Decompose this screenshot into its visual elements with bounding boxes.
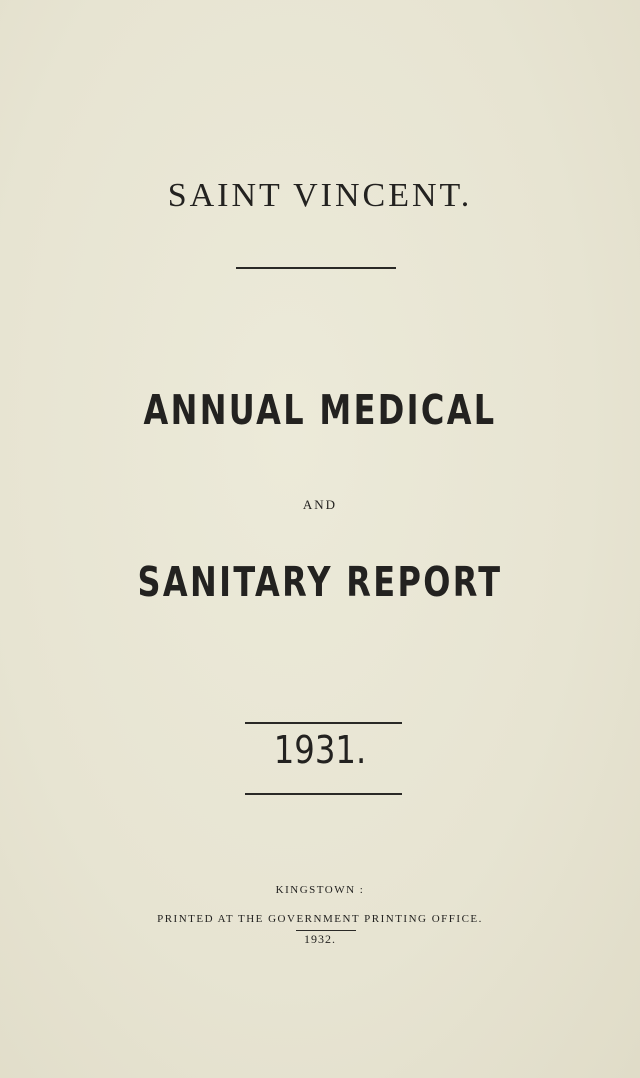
publication-place: KINGSTOWN :	[275, 884, 365, 896]
publication-year: 1932.	[304, 932, 336, 946]
colony-title: SAINT VINCENT.	[167, 177, 473, 214]
conjunction-text: AND	[302, 497, 338, 512]
report-year: 1931.	[273, 728, 367, 772]
report-heading-line-2: SANITARY REPORT	[137, 558, 503, 606]
divider-rule	[236, 267, 396, 269]
report-heading-line-1: ANNUAL MEDICAL	[143, 386, 497, 434]
divider-rule	[296, 930, 356, 931]
divider-rule	[245, 722, 402, 724]
printer-line: PRINTED AT THE GOVERNMENT PRINTING OFFICE.	[157, 913, 483, 925]
divider-rule	[245, 793, 402, 795]
